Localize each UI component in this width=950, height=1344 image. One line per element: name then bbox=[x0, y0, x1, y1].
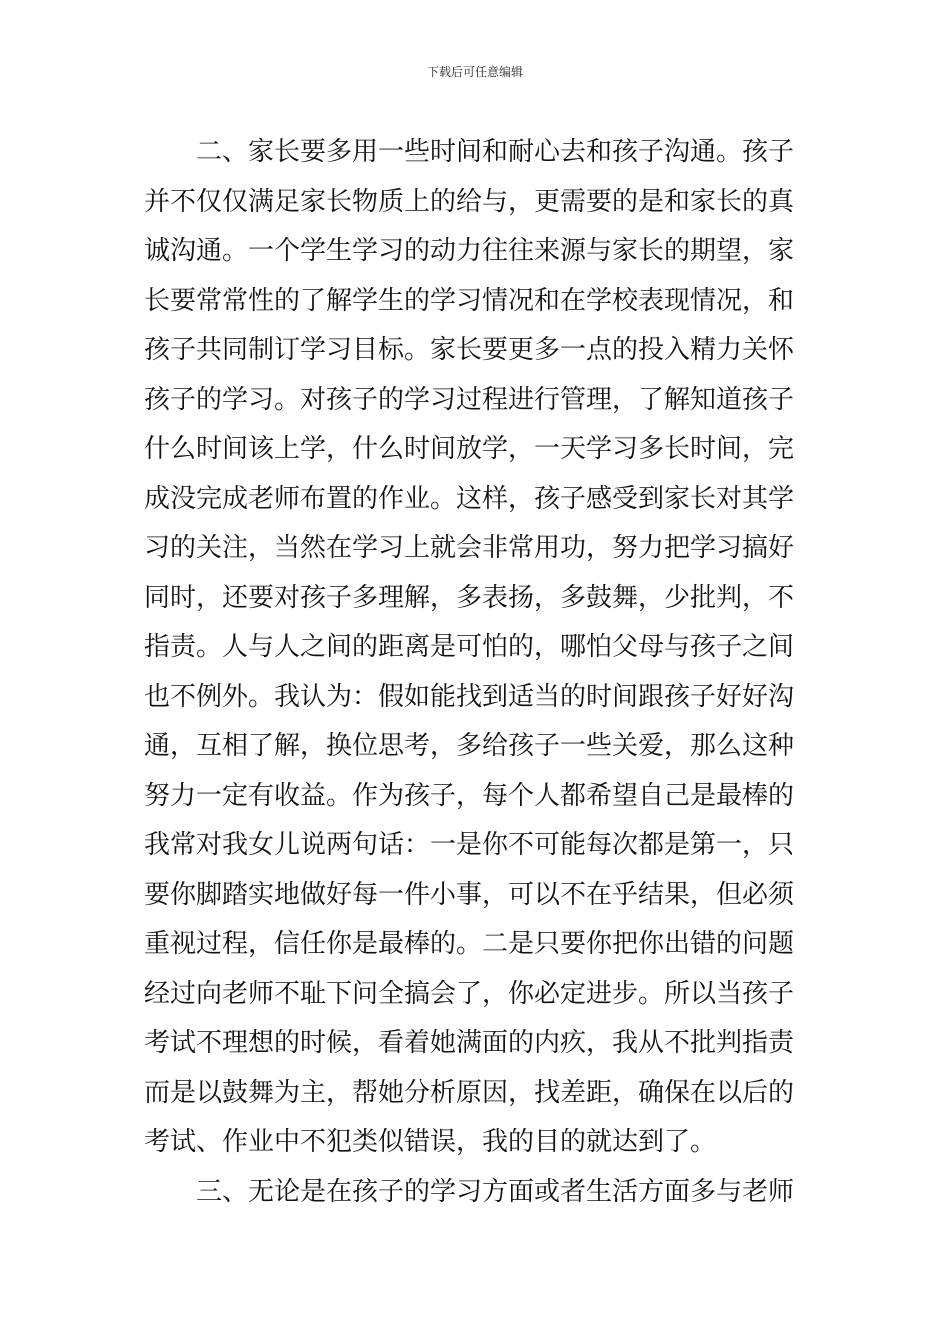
text-line: 考试、作业中不犯类似错误，我的目的就达到了。 bbox=[144, 1127, 717, 1157]
text-line: 长要常常性的了解学生的学习情况和在学校表现情况，和 bbox=[144, 285, 795, 316]
text-line: 孩子共同制订学习目标。家长要更多一点的投入精力关怀 bbox=[144, 335, 795, 365]
text-line: 成没完成老师布置的作业。这样，孩子感受到家长对其学 bbox=[144, 483, 795, 514]
text-line: 指责。人与人之间的距离是可怕的，哪怕父母与孩子之间 bbox=[144, 632, 795, 662]
text-line: 要你脚踏实地做好每一件小事，可以不在乎结果，但必须 bbox=[144, 879, 795, 910]
text-line: 诚沟通。一个学生学习的动力往往来源与家长的期望，家 bbox=[144, 236, 795, 266]
text-line: 并不仅仅满足家长物质上的给与，更需要的是和家长的真 bbox=[144, 186, 795, 217]
text-line: 三、无论是在孩子的学习方面或者生活方面多与老师 bbox=[196, 1176, 795, 1207]
text-line: 也不例外。我认为：假如能找到适当的时间跟孩子好好沟 bbox=[144, 681, 795, 712]
text-line: 而是以鼓舞为主，帮她分析原因，找差距，确保在以后的 bbox=[144, 1077, 795, 1108]
text-line: 我常对我女儿说两句话：一是你不可能每次都是第一，只 bbox=[144, 830, 795, 860]
body-text bbox=[144, 128, 810, 1217]
text-line: 考试不理想的时候，看着她满面的内疚，我从不批判指责 bbox=[144, 1028, 795, 1058]
text-line: 孩子的学习。对孩子的学习过程进行管理，了解知道孩子 bbox=[144, 384, 795, 415]
text-line: 通，互相了解，换位思考，多给孩子一些关爱，那么这种 bbox=[144, 731, 795, 761]
text-line: 努力一定有收益。作为孩子，每个人都希望自己是最棒的 bbox=[144, 780, 795, 811]
text-line: 经过向老师不耻下问全搞会了，你必定进步。所以当孩子 bbox=[144, 978, 795, 1009]
text-line: 同时，还要对孩子多理解，多表扬，多鼓舞，少批判，不 bbox=[144, 582, 795, 613]
text-line: 重视过程，信任你是最棒的。二是只要你把你出错的问题 bbox=[144, 929, 795, 959]
text-line: 什么时间该上学，什么时间放学，一天学习多长时间，完 bbox=[144, 434, 795, 464]
text-line: 二、家长要多用一些时间和耐心去和孩子沟通。孩子 bbox=[196, 137, 795, 167]
page-header: 下载后可任意编辑 bbox=[426, 65, 523, 79]
text-line: 习的关注，当然在学习上就会非常用功，努力把学习搞好 bbox=[144, 533, 795, 563]
